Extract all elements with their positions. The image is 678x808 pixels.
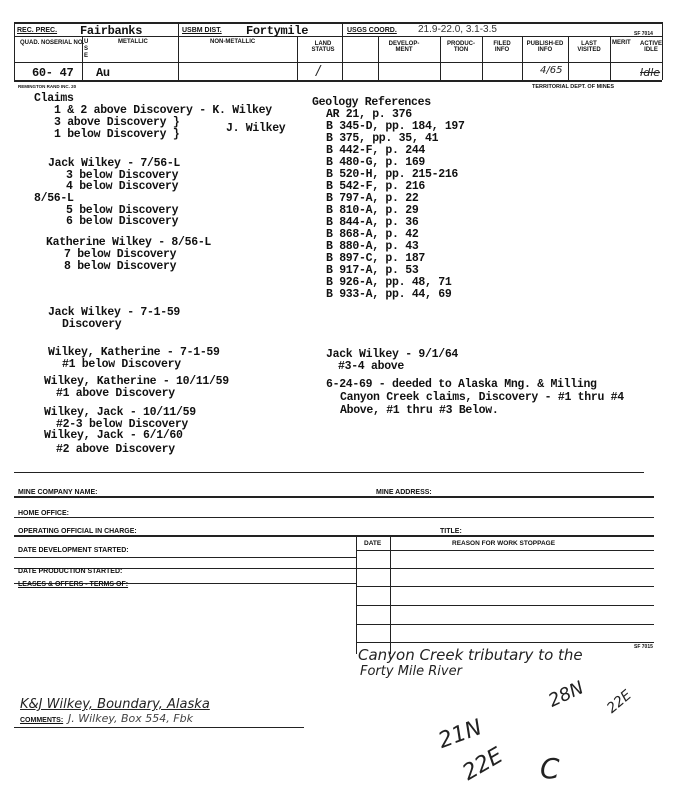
claims-line: 5 below Discovery (66, 204, 179, 217)
geology-ref: B 844-A, p. 36 (326, 216, 419, 229)
date-development-label: DATE DEVELOPMENT STARTED: (18, 547, 129, 554)
township-21n: 21N (435, 715, 486, 754)
comments-handwriting: J. Wilkey, Box 554, Fbk (68, 712, 193, 725)
canyon-creek-line2: Forty Mile River (360, 664, 462, 679)
geology-ref: B 897-C, p. 187 (326, 252, 426, 265)
claims-line: 4 below Discovery (66, 180, 179, 193)
range-22e-b: 22E (603, 687, 635, 717)
home-office-label: HOME OFFICE: (18, 510, 69, 517)
claims-line: 1 below Discovery } (54, 128, 180, 141)
claims-title: Claims (34, 92, 74, 105)
claims-line: 1 & 2 above Discovery - K. Wilkey (54, 104, 272, 117)
claims-line: Discovery (62, 318, 122, 331)
production-label: PRODUC-TION (447, 41, 475, 53)
claims-line: Jack Wilkey - 7-1-59 (48, 306, 181, 319)
merit-label: MERIT (612, 40, 631, 46)
geology-ref: B 480-G, p. 169 (326, 156, 426, 169)
usbm-dist-value: Fortymile (246, 24, 309, 38)
metallic-label: METALLIC (118, 39, 148, 45)
geology-ref: B 542-F, p. 216 (326, 180, 426, 193)
claims-j-wilkey: J. Wilkey (226, 122, 286, 135)
remington-imprint: REMINGTON RAND INC. 20 (18, 84, 77, 89)
geology-note: Above, #1 thru #3 Below. (340, 404, 499, 417)
range-22e: 22E (458, 743, 508, 786)
development-label: DEVELOP-MENT (388, 41, 420, 53)
geology-ref: B 917-A, p. 53 (326, 264, 419, 277)
section-c: C (540, 752, 560, 785)
form-number-top: SF 7014 (634, 31, 653, 37)
geology-note: Canyon Creek claims, Discovery - #1 thru #4 (340, 391, 624, 404)
quad-serial-value: 60- 47 (32, 66, 74, 80)
claims-line: Jack Wilkey - 7/56-L (48, 157, 181, 170)
comments-label: COMMENTS: (20, 717, 64, 724)
filed-info-label: FILED INFO (493, 41, 511, 53)
geology-ref: B 345-D, pp. 184, 197 (326, 120, 465, 133)
geology-note: #3-4 above (338, 360, 405, 373)
rec-prec-value: Fairbanks (80, 24, 143, 38)
active-idle-label: ACTIVE IDLE (640, 41, 663, 53)
form-number-bottom: SF 7015 (634, 644, 653, 650)
claims-line: 7 below Discovery (64, 248, 177, 261)
geology-ref: B 933-A, pp. 44, 69 (326, 288, 452, 301)
geology-ref: B 868-A, p. 42 (326, 228, 419, 241)
geology-note: 6-24-69 - deeded to Alaska Mng. & Milling (326, 378, 597, 391)
territorial-dept-text: TERRITORIAL DEPT. OF MINES (532, 84, 614, 90)
operating-official-label: OPERATING OFFICIAL IN CHARGE: (18, 528, 137, 535)
nonmetallic-label: NON-METALLIC (210, 39, 256, 45)
township-28n: 28N (545, 677, 588, 712)
geology-ref: B 375, pp. 35, 41 (326, 132, 439, 145)
geology-ref: B 810-A, p. 29 (326, 204, 419, 217)
claims-line: Wilkey, Katherine - 7-1-59 (48, 346, 220, 359)
title-label: TITLE: (440, 528, 462, 535)
rec-prec-label: REC. PREC. (17, 27, 58, 34)
published-info-label: PUBLISH-ED INFO (526, 41, 564, 53)
use-label: U S E (84, 39, 89, 59)
owner-handwriting: K&J Wilkey, Boundary, Alaska (20, 697, 210, 712)
mine-address-label: MINE ADDRESS: (376, 489, 432, 496)
claims-line: 3 above Discovery } (54, 116, 180, 129)
claims-line: #1 below Discovery (62, 358, 181, 371)
usgs-coord-value: 21.9-22.0, 3.1-3.5 (418, 24, 497, 35)
land-status-value: / (316, 64, 321, 79)
date-column-header: DATE (364, 540, 382, 547)
geology-ref: B 797-A, p. 22 (326, 192, 419, 205)
claims-line: Wilkey, Jack - 6/1/60 (44, 429, 183, 442)
geology-title: Geology References (312, 96, 431, 109)
leases-label: LEASES & OFFERS - TERMS OF: (18, 581, 129, 588)
claims-line: 8 below Discovery (64, 260, 177, 273)
geology-ref: B 880-A, p. 43 (326, 240, 419, 253)
geology-ref: B 926-A, pp. 48, 71 (326, 276, 452, 289)
geology-ref: AR 21, p. 376 (326, 108, 412, 121)
usbm-dist-label: USBM DIST. (182, 27, 222, 34)
land-status-label: LAND STATUS (311, 41, 335, 53)
claims-line: 6 below Discovery (66, 215, 179, 228)
date-production-label: DATE PRODUCTION STARTED: (18, 568, 123, 575)
claims-line: 8/56-L (34, 192, 74, 205)
claims-line: #2 above Discovery (56, 443, 175, 456)
mine-company-label: MINE COMPANY NAME: (18, 489, 98, 496)
active-idle-value: Idle (640, 66, 661, 79)
claims-line: 3 below Discovery (66, 169, 179, 182)
claims-line: Wilkey, Jack - 10/11/59 (44, 406, 196, 419)
metallic-value: Au (96, 66, 110, 80)
serial-label: SERIAL NO. (50, 40, 85, 46)
geology-ref: B 442-F, p. 244 (326, 144, 426, 157)
claims-line: Wilkey, Katherine - 10/11/59 (44, 375, 229, 388)
geology-note: Jack Wilkey - 9/1/64 (326, 348, 459, 361)
canyon-creek-line1: Canyon Creek tributary to the (358, 646, 583, 664)
last-visited-label: LAST VISITED (577, 41, 601, 53)
usgs-coord-label: USGS COORD. (347, 27, 397, 34)
published-value: 4/65 (540, 65, 563, 76)
claims-line: Katherine Wilkey - 8/56-L (46, 236, 212, 249)
claims-line: #1 above Discovery (56, 387, 175, 400)
geology-ref: B 520-H, pp. 215-216 (326, 168, 459, 181)
reason-column-header: REASON FOR WORK STOPPAGE (452, 540, 556, 547)
claims-line: #2-3 below Discovery (56, 418, 189, 431)
quad-label: QUAD. NO. (20, 40, 52, 46)
